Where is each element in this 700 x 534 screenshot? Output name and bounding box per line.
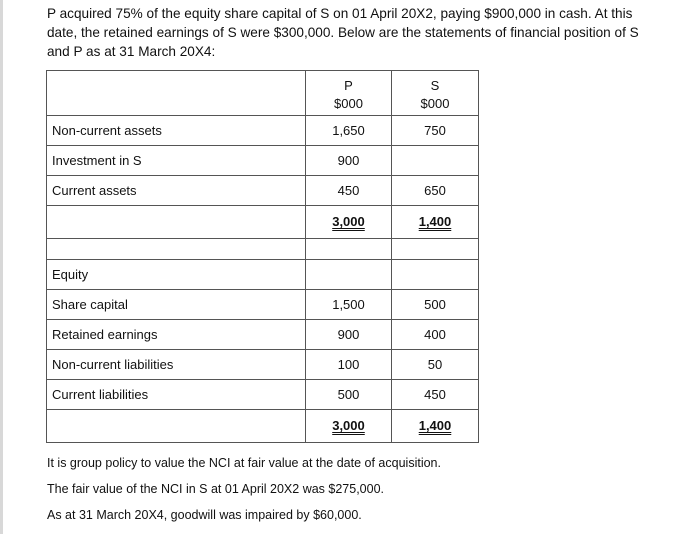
total-value: 3,000 (332, 214, 365, 229)
company-s-label: S (430, 78, 440, 93)
total-value: 1,400 (418, 418, 452, 433)
total-value: 1,400 (418, 214, 452, 229)
table-row (47, 116, 479, 146)
table-header-row (47, 71, 479, 116)
spacer-row (47, 239, 479, 260)
table-row (47, 176, 479, 206)
s-total-assets (392, 206, 479, 239)
blank-cell (392, 260, 479, 290)
total-equity-liabilities-row (47, 410, 479, 443)
intro-line: P acquired 75% of the equity share capital of S on 01 April 20X2, paying $900,000 in cash. At this (47, 6, 633, 21)
currency-unit-label: $000 (420, 96, 450, 111)
p-value: 500 (306, 380, 392, 410)
p-value: 450 (306, 176, 392, 206)
table-row (47, 380, 479, 410)
row-label: Non-current assets (47, 116, 306, 146)
total-value: 3,000 (332, 418, 365, 433)
s-value: 400 (392, 320, 479, 350)
header-s-cell (392, 71, 479, 116)
row-label: Investment in S (47, 146, 306, 176)
row-label: Share capital (47, 290, 306, 320)
equity-heading-row (47, 260, 479, 290)
row-label: Current liabilities (47, 380, 306, 410)
note-paragraph: It is group policy to value the NCI at fair value at the date of acquisition. (47, 456, 441, 470)
total-assets-row (47, 206, 479, 239)
header-blank-cell (47, 71, 306, 116)
header-p-cell (306, 71, 392, 116)
p-value: 100 (306, 350, 392, 380)
spacer-cell (392, 239, 479, 260)
spacer-cell (47, 239, 306, 260)
total-label-blank (47, 206, 306, 239)
note-paragraph: The fair value of the NCI in S at 01 April 20X2 was $275,000. (47, 482, 385, 496)
p-value: 900 (306, 320, 392, 350)
p-total-liabilities (306, 410, 392, 443)
table-row (47, 320, 479, 350)
equity-heading: Equity (47, 260, 306, 290)
s-value: 500 (392, 290, 479, 320)
p-value: 900 (306, 146, 392, 176)
currency-unit-label: $000 (334, 96, 363, 111)
total-label-blank (47, 410, 306, 443)
company-p-label: P (344, 78, 353, 93)
s-value: 450 (392, 380, 479, 410)
notes-section (47, 455, 667, 533)
p-value: 1,650 (306, 116, 392, 146)
s-value: 750 (392, 116, 479, 146)
table-row (47, 290, 479, 320)
intro-line: date, the retained earnings of S were $300,000. Below are the statements of financial position of S (47, 25, 639, 40)
s-value: 50 (392, 350, 479, 380)
intro-paragraph (47, 4, 667, 61)
row-label: Retained earnings (47, 320, 306, 350)
s-total-liabilities (392, 410, 479, 443)
table-row (47, 146, 479, 176)
left-edge-divider (0, 0, 3, 534)
row-label: Non-current liabilities (47, 350, 306, 380)
financial-position-table (46, 70, 479, 443)
p-total-assets (306, 206, 392, 239)
s-value (392, 146, 479, 176)
table-row (47, 350, 479, 380)
p-value: 1,500 (306, 290, 392, 320)
spacer-cell (306, 239, 392, 260)
s-value: 650 (392, 176, 479, 206)
blank-cell (306, 260, 392, 290)
intro-line: and P as at 31 March 20X4: (47, 44, 216, 59)
row-label: Current assets (47, 176, 306, 206)
note-paragraph: As at 31 March 20X4, goodwill was impaired by $60,000. (47, 508, 362, 522)
